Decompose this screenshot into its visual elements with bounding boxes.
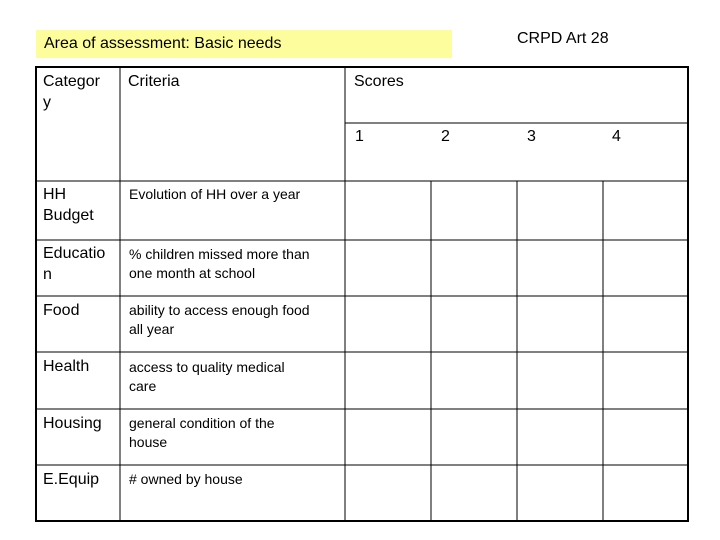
category-e-equip: E.Equip (43, 471, 100, 488)
category-housing: Housing (43, 415, 102, 432)
criteria-hh-budget: Evolution of HH over a year (129, 186, 301, 202)
criteria-health: access to quality medical care (129, 359, 285, 394)
page-title: Area of assessment: Basic needs (44, 35, 282, 52)
score-level-1: 1 (355, 128, 364, 145)
score-level-3: 3 (527, 128, 536, 145)
score-level-4: 4 (612, 128, 621, 145)
criteria-housing: general condition of the house (129, 415, 275, 450)
category-education: Educatio n (43, 245, 106, 283)
score-level-2: 2 (441, 128, 450, 145)
category-food: Food (43, 302, 80, 319)
criteria-food: ability to access enough food all year (129, 302, 310, 337)
criteria-column-header: Criteria (128, 73, 180, 90)
criteria-e-equip: # owned by house (129, 471, 243, 487)
category-column-header: Categor y (43, 73, 100, 111)
category-hh-budget: HH Budget (43, 186, 94, 224)
category-health: Health (43, 358, 90, 375)
scores-column-header: Scores (354, 73, 404, 90)
reference-label: CRPD Art 28 (517, 30, 609, 47)
criteria-education: % children missed more than one month at school (129, 246, 310, 281)
